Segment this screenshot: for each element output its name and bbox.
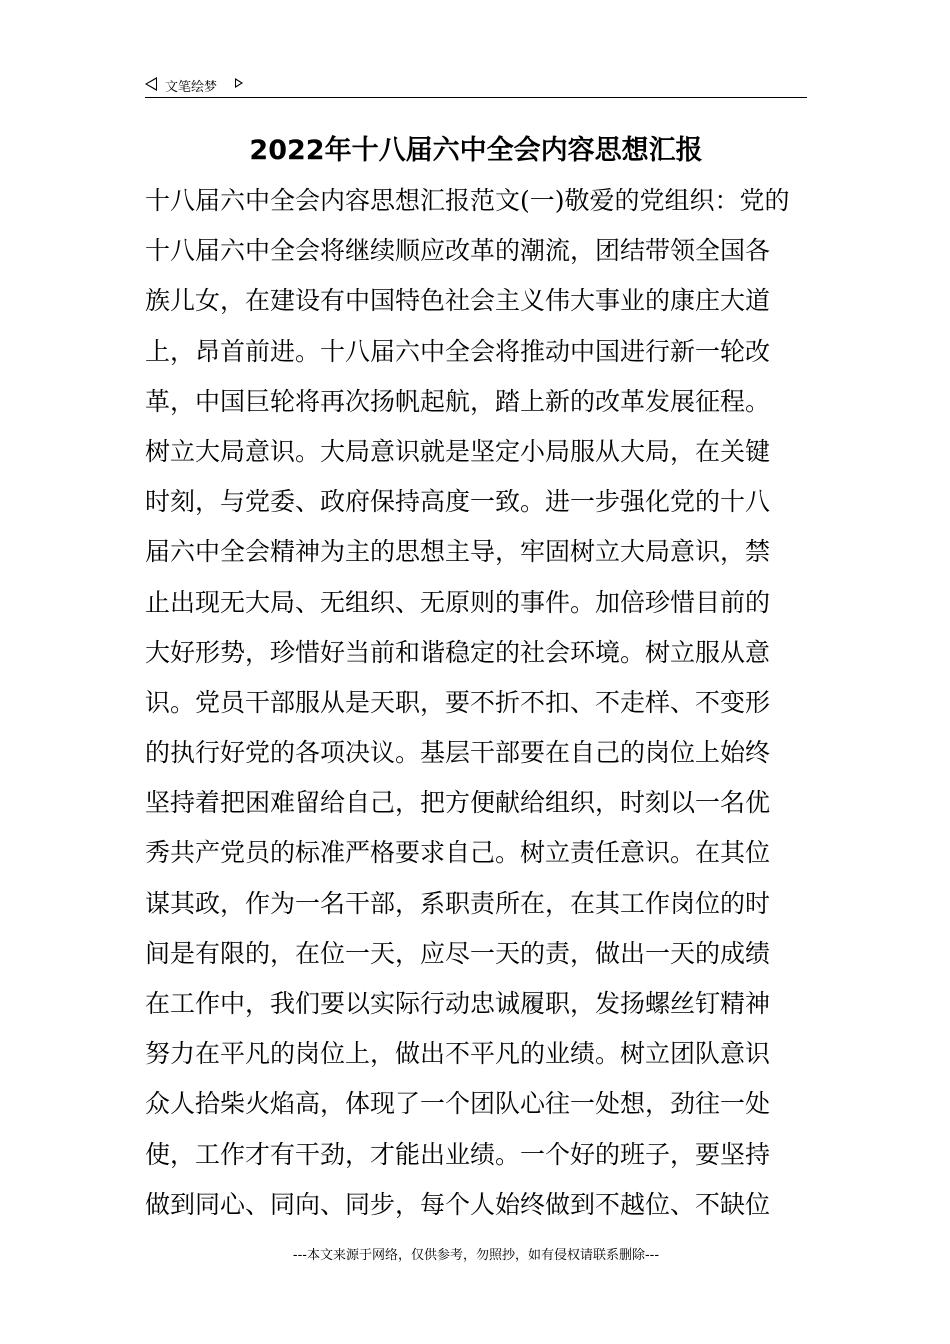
header-divider <box>145 97 807 98</box>
body-line: 止出现无大局、无组织、无原则的事件。加倍珍惜目前的 <box>145 587 771 617</box>
triangle-left-icon <box>145 77 157 91</box>
body-line: 大好形势，珍惜好当前和谐稳定的社会环境。树立服从意 <box>145 637 771 667</box>
body-line: 上，昂首前进。十八届六中全会将推动中国进行新一轮改 <box>145 336 771 366</box>
body-line: 识。党员干部服从是天职，要不折不扣、不走样、不变形 <box>145 687 771 717</box>
triangle-right-icon <box>235 78 243 88</box>
body-line: 间是有限的，在位一天，应尽一天的责，做出一天的成绩 <box>145 938 771 968</box>
body-line: 谋其政，作为一名干部，系职责所在，在其工作岗位的时 <box>145 888 771 918</box>
body-line: 众人拾柴火焰高，体现了一个团队心往一处想，劲往一处 <box>145 1089 771 1119</box>
body-line: 十八届六中全会内容思想汇报范文(一)敬爱的党组织：党的 <box>145 186 790 215</box>
page-header <box>145 74 807 96</box>
document-title: 2022年十八届六中全会内容思想汇报 <box>249 135 703 166</box>
body-line: 的执行好党的各项决议。基层干部要在自己的岗位上始终 <box>145 738 771 768</box>
body-line: 秀共产党员的标准严格要求自己。树立责任意识。在其位 <box>145 838 771 868</box>
body-line: 使，工作才有干劲，才能出业绩。一个好的班子，要坚持 <box>145 1139 771 1169</box>
body-line: 十八届六中全会将继续顺应改革的潮流，团结带领全国各 <box>145 236 771 266</box>
body-line: 革，中国巨轮将再次扬帆起航，踏上新的改革发展征程。 <box>145 386 771 416</box>
document-body <box>145 176 807 1230</box>
body-line: 树立大局意识。大局意识就是坚定小局服从大局，在关键 <box>145 436 771 466</box>
body-line: 坚持着把困难留给自己，把方便献给组织，时刻以一名优 <box>145 788 771 818</box>
body-line: 做到同心、同向、同步，每个人始终做到不越位、不缺位 <box>145 1189 771 1219</box>
brand-name: 文笔绘梦 <box>165 80 218 95</box>
body-line: 努力在平凡的岗位上，做出不平凡的业绩。树立团队意识 <box>145 1039 771 1069</box>
body-line: 族儿女，在建设有中国特色社会主义伟大事业的康庄大道 <box>145 286 771 316</box>
body-line: 在工作中，我们要以实际行动忠诚履职，发扬螺丝钉精神 <box>145 989 771 1018</box>
body-line: 时刻，与党委、政府保持高度一致。进一步强化党的十八 <box>145 487 771 517</box>
body-line: 届六中全会精神为主的思想主导，牢固树立大局意识，禁 <box>145 537 771 567</box>
footer-disclaimer: ---本文来源于网络，仅供参考，勿照抄，如有侵权请联系删除--- <box>292 1248 660 1263</box>
